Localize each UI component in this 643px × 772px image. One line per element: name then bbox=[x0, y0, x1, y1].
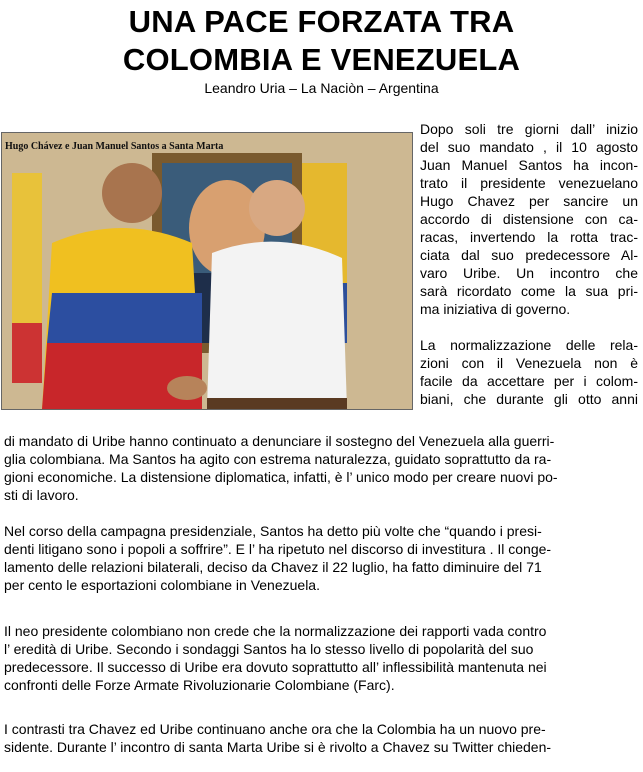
article-title bbox=[0, 0, 643, 79]
paragraph-1 bbox=[420, 120, 638, 318]
text-line: del suo mandato , il 10 agosto bbox=[420, 139, 638, 155]
text-line: l’ eredità di Uribe. Secondo i sondaggi Santos ha lo stesso livello di popolarità del suo bbox=[4, 641, 534, 657]
paragraph-3 bbox=[4, 522, 638, 594]
text-line: per cento le esportazioni colombiane in Venezuela. bbox=[4, 577, 320, 593]
text-line: denti litigano sono i popoli a soffrire”. E l’ ha ripetuto nel discorso di investitura . Il conge- bbox=[4, 541, 552, 557]
text-line: di mandato di Uribe hanno continuato a denunciare il sostegno del Venezuela alla guerri- bbox=[4, 433, 555, 449]
text-line: ma iniziativa di governo. bbox=[420, 301, 571, 317]
text-line: trato il presidente venezuelano bbox=[420, 175, 638, 191]
title-line-1: UNA PACE FORZATA TRA bbox=[128, 4, 515, 39]
paragraph-5 bbox=[4, 720, 638, 756]
text-line: sti di lavoro. bbox=[4, 487, 79, 503]
right-column bbox=[420, 120, 638, 408]
byline: Leandro Uria – La Naciòn – Argentina bbox=[204, 80, 439, 96]
title-line-2: COLOMBIA E VENEZUELA bbox=[122, 42, 521, 77]
text-line: ciata dal suo predecessore Al- bbox=[420, 247, 638, 263]
text-line: accordo di distensione con ca- bbox=[420, 211, 638, 227]
text-line: I contrasti tra Chavez ed Uribe continuano anche ora che la Colombia ha un nuovo pre- bbox=[4, 721, 546, 737]
photo-caption: Hugo Chávez e Juan Manuel Santos a Santa Marta bbox=[5, 141, 224, 152]
text-line: racas, invertendo la rotta trac- bbox=[420, 229, 638, 245]
text-line: Juan Manuel Santos ha incon- bbox=[420, 157, 638, 173]
text-line: Hugo Chavez per sancire un bbox=[420, 193, 638, 209]
paragraph-2 bbox=[420, 336, 638, 408]
text-line: Nel corso della campagna presidenziale, Santos ha detto più volte che “quando i presi- bbox=[4, 523, 542, 539]
photo-illustration bbox=[2, 133, 412, 409]
text-line: sidente. Durante l’ incontro di santa Marta Uribe si è rivolto a Chavez su Twitter chieden- bbox=[4, 739, 552, 755]
paragraph-4 bbox=[4, 622, 638, 694]
text-line: predecessore. Il successo di Uribe era dovuto soprattutto all’ inflessibilità mantenuta nei bbox=[4, 659, 547, 675]
text-line: sarà ricordato come la sua pri- bbox=[420, 283, 638, 299]
text-line: confronti delle Forze Armate Rivoluzionarie Colombiane (Farc). bbox=[4, 677, 395, 693]
text-line: Il neo presidente colombiano non crede che la normalizzazione dei rapporti vada contro bbox=[4, 623, 547, 639]
text-line: facile da accettare per i colom- bbox=[420, 373, 638, 389]
paragraph-2-continued bbox=[4, 432, 638, 504]
text-line: lamento delle relazioni bilaterali, deciso da Chavez il 22 luglio, ha fatto diminuire del 71 bbox=[4, 559, 542, 575]
text-line: gioni economiche. La distensione diplomatica, infatti, è l’ unico modo per creare nuovi po- bbox=[4, 469, 558, 485]
text-line: zioni con il Venezuela non è bbox=[420, 355, 638, 371]
text-line: La normalizzazione delle rela- bbox=[420, 337, 638, 353]
text-line: glia colombiana. Ma Santos ha agito con estrema naturalezza, guidato soprattutto da ra- bbox=[4, 451, 552, 467]
article-photo bbox=[1, 132, 413, 410]
text-line: varo Uribe. Un incontro che bbox=[420, 265, 638, 281]
text-line: Dopo soli tre giorni dall’ inizio bbox=[420, 121, 638, 137]
text-line: biani, che durante gli otto anni bbox=[420, 391, 638, 407]
